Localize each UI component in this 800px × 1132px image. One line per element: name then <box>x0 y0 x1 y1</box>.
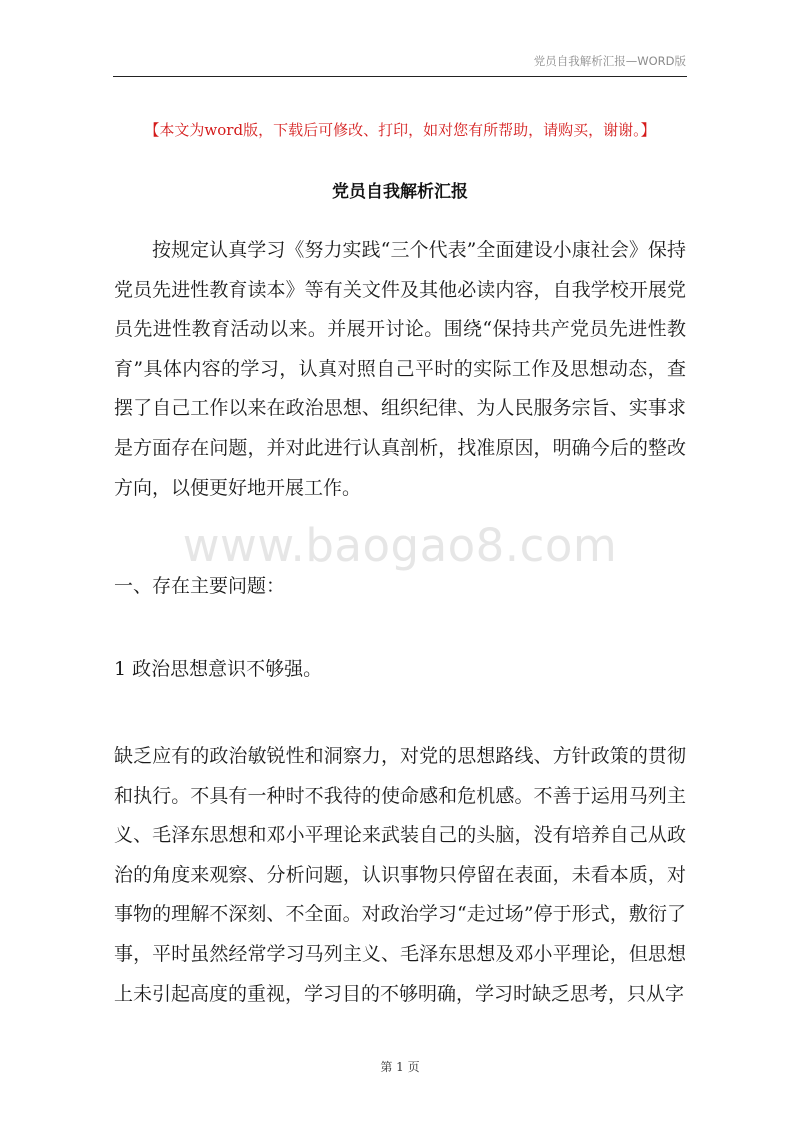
subsection-heading: 1 政治思想意识不够强。 <box>114 658 323 680</box>
watermark: www.baogao8.com <box>182 519 618 572</box>
header-divider <box>113 76 687 77</box>
document-title: 党员自我解析汇报 <box>332 182 468 202</box>
page-number: 第 1 页 <box>380 1060 420 1074</box>
intro-paragraph: 按规定认真学习《努力实践“三个代表”全面建设小康社会》保持党员先进性教育读本》等有关文件及其他必读内容，自我学校开展党员先进性教育活动以来。并展开讨论。围绕“保持共产党员先进性教育”具体内容的学习，认真对照自己平时的实际工作及思想动态，查摆了自己工作以来在政治思想、组织纪律、为人民服务宗旨、实事求是方面存在问题，并对此进行认真剖析，找准原因，明确今后的整改方向，以便更好地开展工作。 <box>114 239 686 499</box>
body-paragraph: 缺乏应有的政治敏锐性和洞察力，对党的思想路线、方针政策的贯彻和执行。不具有一种时不我待的使命感和危机感。不善于运用马列主义、毛泽东思想和邓小平理论来武装自己的头脑，没有培养自己从政治的角度来观察、分析问题，认识事物只停留在表面，未看本质，对事物的理解不深刻、不全面。对政治学习“走过场”停于形式，敷衍了事，平时虽然经常学习马列主义、毛泽东思想及邓小平理论，但思想上未引起高度的重视，学习目的不够明确，学习时缺乏思考，只从字 <box>114 745 686 1005</box>
download-notice: 【本文为word版，下载后可修改、打印，如对您有所帮助，请购买，谢谢。】 <box>144 121 656 139</box>
section-heading: 一、存在主要问题： <box>114 575 286 597</box>
running-header: 党员自我解析汇报—WORD版 <box>533 54 686 68</box>
